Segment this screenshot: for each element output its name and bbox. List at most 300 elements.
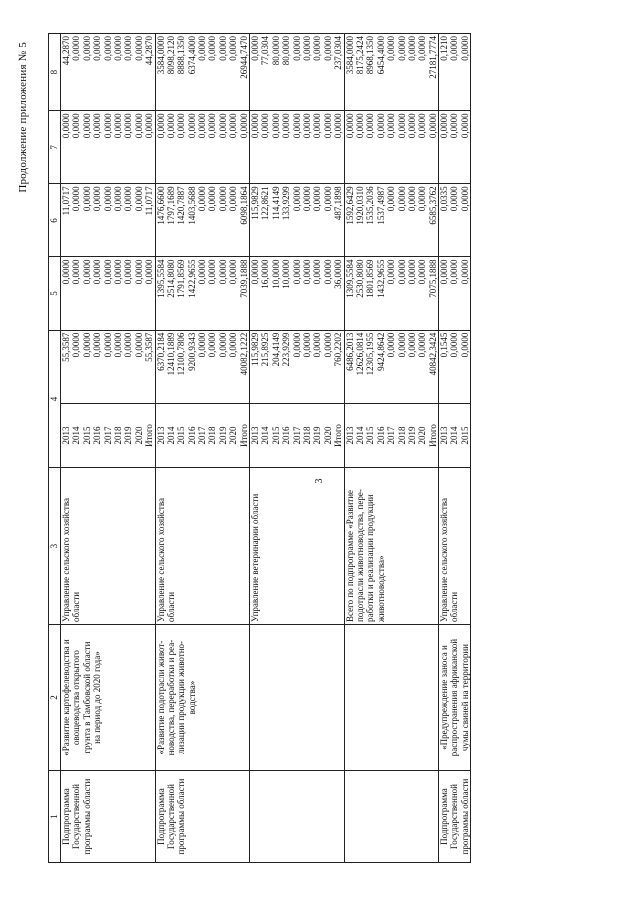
value-col8-cell: [344, 34, 439, 111]
column-number: 6: [49, 184, 61, 257]
value-col8-value: 0,0000: [449, 36, 460, 61]
year-value: 2016: [92, 426, 103, 445]
total-value: 0,0000: [417, 332, 428, 358]
total-value: 0,0000: [396, 332, 407, 358]
value-col6-value: 0,0000: [396, 186, 407, 212]
value-col8-value: 0,1210: [439, 36, 450, 61]
value-col7-value: 0,0000: [197, 113, 208, 139]
year-value: 2015: [270, 426, 281, 445]
value-col8-value: 0,0000: [312, 36, 323, 61]
value-col5-value: 0,0000: [217, 259, 228, 285]
value-col5-value: 7039,1888: [238, 259, 249, 298]
value-col6-value: 0,0000: [459, 186, 470, 212]
value-col5-value: 0,0000: [207, 259, 218, 285]
program-name-cell-line: водства»: [186, 680, 197, 715]
value-col8-cell: [250, 34, 345, 111]
value-col6-value: 0,0000: [322, 186, 333, 212]
program-name-cell-line: на период до 2020 года»: [92, 651, 103, 744]
year-value: 2017: [197, 426, 208, 445]
total-value: 204,4149: [270, 332, 281, 367]
value-col6-value: 0,0000: [81, 186, 92, 212]
value-col5-value: 0,0000: [396, 259, 407, 285]
program-type-cell-line: Государственной: [449, 784, 460, 850]
column-number: 5: [49, 257, 61, 330]
value-col6-value: 122,8621: [260, 186, 271, 221]
year-value: 2013: [61, 426, 71, 445]
total-value: 0,0000: [301, 332, 312, 358]
value-col8-value: 0,0000: [197, 36, 208, 61]
value-col6-value: 0,0000: [217, 186, 228, 212]
value-col5-value: 0,0000: [417, 259, 428, 285]
total-value: 0,0000: [133, 332, 144, 358]
column-number: 2: [49, 624, 61, 770]
total-value: 12100,7806: [176, 332, 187, 376]
value-col6-value: 11,0717: [61, 186, 71, 216]
year-value: 2015: [365, 426, 376, 445]
total-cell: [344, 330, 439, 403]
year-value: 2020: [228, 426, 239, 445]
value-col6-value: 0,0000: [197, 186, 208, 212]
year-value: 2018: [207, 426, 218, 445]
value-col5-value: 36,0000: [333, 259, 344, 289]
value-col7-value: 0,0000: [281, 113, 292, 139]
total-value: 12626,0814: [354, 332, 365, 376]
value-col7-value: 0,0000: [354, 113, 365, 139]
value-col8-value: 44,2870: [144, 36, 155, 66]
value-col6-value: 11,0717: [144, 186, 155, 216]
value-col7-value: 0,0000: [439, 113, 450, 139]
value-col6-cell: [344, 184, 439, 257]
year-value: 2020: [417, 426, 428, 445]
value-col5-value: 1309,5584: [344, 259, 355, 298]
value-col7-value: 0,0000: [155, 113, 166, 139]
value-col6-value: 0,0000: [207, 186, 218, 212]
value-col6-value: 0,0000: [312, 186, 323, 212]
value-col7-value: 0,0000: [112, 113, 123, 139]
value-col7-value: 0,0000: [71, 113, 82, 139]
year-cell: [155, 403, 250, 468]
year-value: 2015: [176, 426, 187, 445]
value-col8-value: 0,0000: [459, 36, 470, 61]
value-col8-cell: [439, 34, 471, 111]
value-col7-value: 0,0000: [207, 113, 218, 139]
year-value: 2013: [250, 426, 261, 445]
year-cell: [250, 403, 345, 468]
value-col7-value: 0,0000: [291, 113, 302, 139]
year-value: 2020: [322, 426, 333, 445]
value-col8-value: 44,2870: [61, 36, 71, 66]
value-col5-cell: [61, 257, 156, 330]
value-col7-value: 0,0000: [144, 113, 155, 139]
column-number: 8: [49, 34, 61, 111]
value-col5-value: 0,0000: [301, 259, 312, 285]
total-value: 115,9829: [250, 332, 261, 366]
value-col8-value: 0,0000: [71, 36, 82, 61]
total-value: 0,1545: [439, 332, 450, 358]
value-col7-value: 0,0000: [365, 113, 376, 139]
value-col6-value: 1920,0310: [354, 186, 365, 225]
executor-cell: [439, 468, 471, 625]
value-col6-value: 0,0000: [449, 186, 460, 212]
value-col8-value: 6454,4000: [375, 36, 386, 75]
program-name-cell-line: «Предупреждение заноса и: [439, 645, 450, 750]
year-value: 2013: [439, 426, 450, 445]
value-col6-cell: [250, 184, 345, 257]
year-value: 2018: [301, 426, 312, 445]
value-col5-value: 1395,5584: [155, 259, 166, 298]
value-col7-value: 0,0000: [449, 113, 460, 139]
total-value: 223,9299: [281, 332, 292, 367]
total-value: 55,3587: [61, 332, 71, 362]
year-value: 2014: [260, 426, 271, 445]
total-value: 6370,2184: [155, 332, 166, 371]
year-value: Итого: [333, 424, 344, 447]
value-col7-value: 0,0000: [396, 113, 407, 139]
value-col5-cell: [155, 257, 250, 330]
value-col5-value: 0,0000: [71, 259, 82, 285]
value-col8-value: 80,0000: [270, 36, 281, 66]
year-value: 2013: [155, 426, 166, 445]
year-cell: [439, 403, 471, 468]
value-col7-value: 0,0000: [92, 113, 103, 139]
value-col5-cell: [250, 257, 345, 330]
value-col6-value: 6098,1864: [238, 186, 249, 225]
value-col5-value: 0,0000: [322, 259, 333, 285]
year-value: 2014: [71, 426, 82, 445]
value-col7-value: 0,0000: [417, 113, 428, 139]
value-col8-value: 0,0000: [396, 36, 407, 61]
value-col8-cell: [61, 34, 156, 111]
value-col5-cell: [344, 257, 439, 330]
total-value: 215,8925: [260, 332, 271, 367]
value-col7-value: 0,0000: [133, 113, 144, 139]
total-value: 0,0000: [112, 332, 123, 358]
value-col5-value: 10,0000: [270, 259, 281, 289]
executor-cell-line: области: [449, 591, 460, 622]
program-type-cell-line: Подпрограмма: [155, 788, 166, 845]
executor-cell-line: Управление сельского хозяйства: [439, 498, 450, 622]
program-name-cell-line: лизации продукции животно-: [176, 640, 187, 755]
value-col8-value: 0,0000: [123, 36, 134, 61]
value-col8-value: 26944,7470: [238, 36, 249, 79]
value-col6-value: 487,1898: [333, 186, 344, 221]
value-col5-value: 1801,8569: [365, 259, 376, 298]
value-col7-value: 0,0000: [102, 113, 113, 139]
total-value: 0,0000: [322, 332, 333, 358]
total-value: 0,0000: [312, 332, 323, 358]
year-value: Итого: [238, 424, 249, 447]
value-col6-value: 0,0000: [123, 186, 134, 212]
value-col8-value: 3584,0000: [344, 36, 355, 75]
program-type-cell: [439, 771, 471, 863]
year-value: 2019: [123, 426, 134, 445]
value-col7-value: 0,0000: [217, 113, 228, 139]
value-col5-value: 0,0000: [312, 259, 323, 285]
column-number: 7: [49, 111, 61, 184]
total-value: 9200,9343: [186, 332, 197, 371]
program-name-cell-line: чумы свиней на территории: [459, 644, 470, 752]
executor-cell: [155, 468, 250, 625]
program-type-cell-line: программы области: [176, 778, 187, 855]
value-col8-value: 0,0000: [207, 36, 218, 61]
executor-cell-line: Всего по подпрограмме «Развитие: [344, 489, 355, 622]
value-col8-value: 0,0000: [102, 36, 113, 61]
value-col5-value: 0,0000: [123, 259, 134, 285]
program-name-cell-line: распространения африканской: [449, 638, 460, 757]
year-value: 2018: [112, 426, 123, 445]
total-cell: [439, 330, 471, 403]
value-col6-value: 0,0000: [71, 186, 82, 212]
program-name-cell: [344, 624, 439, 770]
value-col8-value: 0,0000: [250, 36, 261, 61]
program-name-cell: [439, 624, 471, 770]
total-value: 40842,3424: [427, 332, 438, 376]
value-col6-value: 1403,5688: [186, 186, 197, 225]
total-value: 0,0000: [197, 332, 208, 358]
value-col5-value: 0,0000: [228, 259, 239, 285]
page-number: 3: [314, 478, 325, 484]
value-col8-value: 27181,7774: [427, 36, 438, 79]
executor-cell: [344, 468, 439, 625]
value-col7-value: 0,0000: [176, 113, 187, 139]
program-type-cell-line: программы области: [459, 778, 470, 855]
value-col8-value: 6374,4000: [186, 36, 197, 75]
program-name-cell-line: грунта в Тамбовской области: [81, 641, 92, 754]
value-col6-value: 0,0000: [406, 186, 417, 212]
value-col8-value: 0,0000: [301, 36, 312, 61]
total-value: 40082,1222: [238, 332, 249, 376]
value-col5-value: 16,0000: [260, 259, 271, 289]
column-number: 4: [49, 330, 61, 468]
value-col8-value: 8175,2424: [354, 36, 365, 75]
total-value: 0,0000: [102, 332, 113, 358]
value-col7-cell: [439, 111, 471, 184]
value-col6-value: 114,4149: [270, 186, 281, 220]
executor-cell-line: подотрасли животноводства, пере-: [354, 489, 365, 622]
total-value: 760,2202: [333, 332, 344, 367]
value-col6-value: 1476,6600: [155, 186, 166, 225]
total-cell: [61, 330, 156, 403]
year-value: 2019: [406, 426, 417, 445]
year-value: 2017: [291, 426, 302, 445]
value-col5-value: 0,0000: [386, 259, 397, 285]
executor-cell-line: области: [71, 591, 82, 622]
value-col5-value: 1432,9655: [375, 259, 386, 298]
total-value: 0,0000: [81, 332, 92, 358]
year-value: 2016: [281, 426, 292, 445]
year-value: 2017: [102, 426, 113, 445]
year-value: Итого: [427, 424, 438, 447]
value-col6-cell: [439, 184, 471, 257]
total-value: 12305,1955: [365, 332, 376, 376]
year-value: 2017: [386, 426, 397, 445]
value-col8-value: 8888,1350: [176, 36, 187, 75]
year-value: 2016: [375, 426, 386, 445]
total-value: 6486,2013: [344, 332, 355, 371]
value-col6-cell: [61, 184, 156, 257]
value-col8-value: 0,0000: [291, 36, 302, 61]
value-col7-value: 0,0000: [238, 113, 249, 139]
executor-cell-line: Управление ветеринарии области: [250, 493, 261, 622]
executor-cell: [250, 468, 345, 625]
total-value: 0,0000: [217, 332, 228, 358]
value-col8-value: 0,0000: [417, 36, 428, 61]
year-value: 2014: [354, 426, 365, 445]
value-col6-value: 0,0000: [291, 186, 302, 212]
program-name-cell-line: «Развитие картофелеводства и: [61, 639, 71, 756]
value-col5-value: 0,0000: [291, 259, 302, 285]
value-col6-value: 6585,3762: [427, 186, 438, 225]
value-col5-value: 0,0000: [112, 259, 123, 285]
value-col8-value: 8098,2120: [165, 36, 176, 75]
value-col6-value: 133,9299: [281, 186, 292, 221]
column-number: 3: [49, 468, 61, 625]
value-col6-value: 0,0335: [439, 186, 450, 212]
value-col8-value: 8968,1350: [365, 36, 376, 75]
program-name-cell-line: новодства, переработки и реа-: [165, 639, 176, 756]
value-col5-value: 10,0000: [281, 259, 292, 289]
value-col6-value: 0,0000: [112, 186, 123, 212]
program-type-cell: [344, 771, 439, 863]
program-type-cell: [61, 771, 156, 863]
value-col7-value: 0,0000: [375, 113, 386, 139]
value-col8-value: 0,0000: [322, 36, 333, 61]
total-value: 0,0000: [228, 332, 239, 358]
program-type-cell-line: Подпрограмма: [61, 788, 71, 845]
value-col8-value: 0,0000: [406, 36, 417, 61]
executor-cell-line: работки и реализации продукции: [365, 494, 376, 622]
total-value: 9424,8642: [375, 332, 386, 371]
total-value: 0,0000: [459, 332, 470, 358]
year-cell: [344, 403, 439, 468]
program-name-cell: [250, 624, 345, 770]
appendix-caption: Продолжение приложения № 5: [17, 42, 29, 193]
program-name-cell: [61, 624, 156, 770]
column-number-row: [49, 34, 61, 863]
executor-cell-line: животноводства»: [375, 555, 386, 622]
value-col5-value: 0,0000: [459, 259, 470, 285]
value-col5-value: 1791,8569: [176, 259, 187, 298]
value-col7-value: 0,0000: [186, 113, 197, 139]
total-value: 55,3587: [144, 332, 155, 362]
value-col6-value: 0,0000: [417, 186, 428, 212]
total-value: 0,0000: [123, 332, 134, 358]
table-row: [344, 34, 439, 863]
value-col6-value: 1797,1689: [165, 186, 176, 225]
executor-cell-line: Управление сельского хозяйства: [155, 498, 166, 622]
year-value: 2019: [312, 426, 323, 445]
value-col6-value: 0,0000: [228, 186, 239, 212]
year-value: 2020: [133, 426, 144, 445]
value-col7-value: 0,0000: [386, 113, 397, 139]
value-col7-cell: [155, 111, 250, 184]
column-number: 1: [49, 771, 61, 863]
program-name-cell: [155, 624, 250, 770]
value-col7-value: 0,0000: [270, 113, 281, 139]
table-row: [61, 34, 156, 863]
year-value: 2018: [396, 426, 407, 445]
value-col6-value: 1537,4987: [375, 186, 386, 225]
value-col5-value: 0,0000: [406, 259, 417, 285]
value-col6-value: 0,0000: [102, 186, 113, 212]
table-row: [250, 34, 345, 863]
table-row: [439, 34, 471, 863]
year-value: 2015: [459, 426, 470, 445]
value-col6-value: 0,0000: [386, 186, 397, 212]
total-value: 0,0000: [406, 332, 417, 358]
value-col6-value: 115,9829: [250, 186, 261, 220]
total-value: 0,0000: [207, 332, 218, 358]
program-name-cell-line: овощеводства открытого: [71, 650, 82, 746]
value-col7-value: 0,0000: [344, 113, 355, 139]
year-value: 2019: [217, 426, 228, 445]
value-col8-value: 0,0000: [217, 36, 228, 61]
value-col8-value: 3584,0000: [155, 36, 166, 75]
program-type-cell-line: Государственной: [71, 784, 82, 850]
year-value: 2014: [449, 426, 460, 445]
value-col7-value: 0,0000: [165, 113, 176, 139]
year-value: 2013: [344, 426, 355, 445]
year-cell: [61, 403, 156, 468]
total-cell: [250, 330, 345, 403]
table-row: [155, 34, 250, 863]
total-cell: [155, 330, 250, 403]
value-col6-value: 0,0000: [301, 186, 312, 212]
value-col7-value: 0,0000: [81, 113, 92, 139]
value-col8-value: 0,0000: [228, 36, 239, 61]
year-value: 2014: [165, 426, 176, 445]
value-col6-value: 1420,7887: [176, 186, 187, 225]
value-col7-value: 0,0000: [123, 113, 134, 139]
executor-cell-line: области: [165, 591, 176, 622]
value-col7-value: 0,0000: [61, 113, 71, 139]
value-col6-value: 0,0000: [92, 186, 103, 212]
value-col6-value: 1535,2036: [365, 186, 376, 225]
executor-cell: [61, 468, 156, 625]
value-col5-value: 0,0000: [133, 259, 144, 285]
value-col5-value: 1422,9655: [186, 259, 197, 298]
value-col8-value: 0,0000: [81, 36, 92, 61]
value-col7-value: 0,0000: [459, 113, 470, 139]
value-col5-value: 0,0000: [102, 259, 113, 285]
program-name-cell-line: «Развитие подотрасли живот-: [155, 640, 166, 755]
value-col8-value: 0,0000: [386, 36, 397, 61]
program-type-cell: [250, 771, 345, 863]
value-col7-cell: [344, 111, 439, 184]
value-col7-value: 0,0000: [427, 113, 438, 139]
value-col5-value: 0,0000: [61, 259, 71, 285]
budget-table: [48, 33, 471, 863]
value-col7-cell: [250, 111, 345, 184]
value-col7-value: 0,0000: [301, 113, 312, 139]
value-col8-value: 0,0000: [133, 36, 144, 61]
total-value: 12410,1889: [165, 332, 176, 376]
total-value: 0,0000: [291, 332, 302, 358]
year-value: 2015: [81, 426, 92, 445]
value-col5-value: 0,0000: [92, 259, 103, 285]
program-type-cell: [155, 771, 250, 863]
program-type-cell-line: Подпрограмма: [439, 788, 450, 845]
value-col8-value: 80,0000: [281, 36, 292, 66]
value-col7-value: 0,0000: [228, 113, 239, 139]
value-col8-value: 0,0000: [92, 36, 103, 61]
value-col6-value: 1592,6429: [344, 186, 355, 225]
value-col8-cell: [155, 34, 250, 111]
total-value: 0,0000: [386, 332, 397, 358]
value-col5-cell: [439, 257, 471, 330]
value-col5-value: 0,0000: [439, 259, 450, 285]
value-col6-value: 0,0000: [133, 186, 144, 212]
